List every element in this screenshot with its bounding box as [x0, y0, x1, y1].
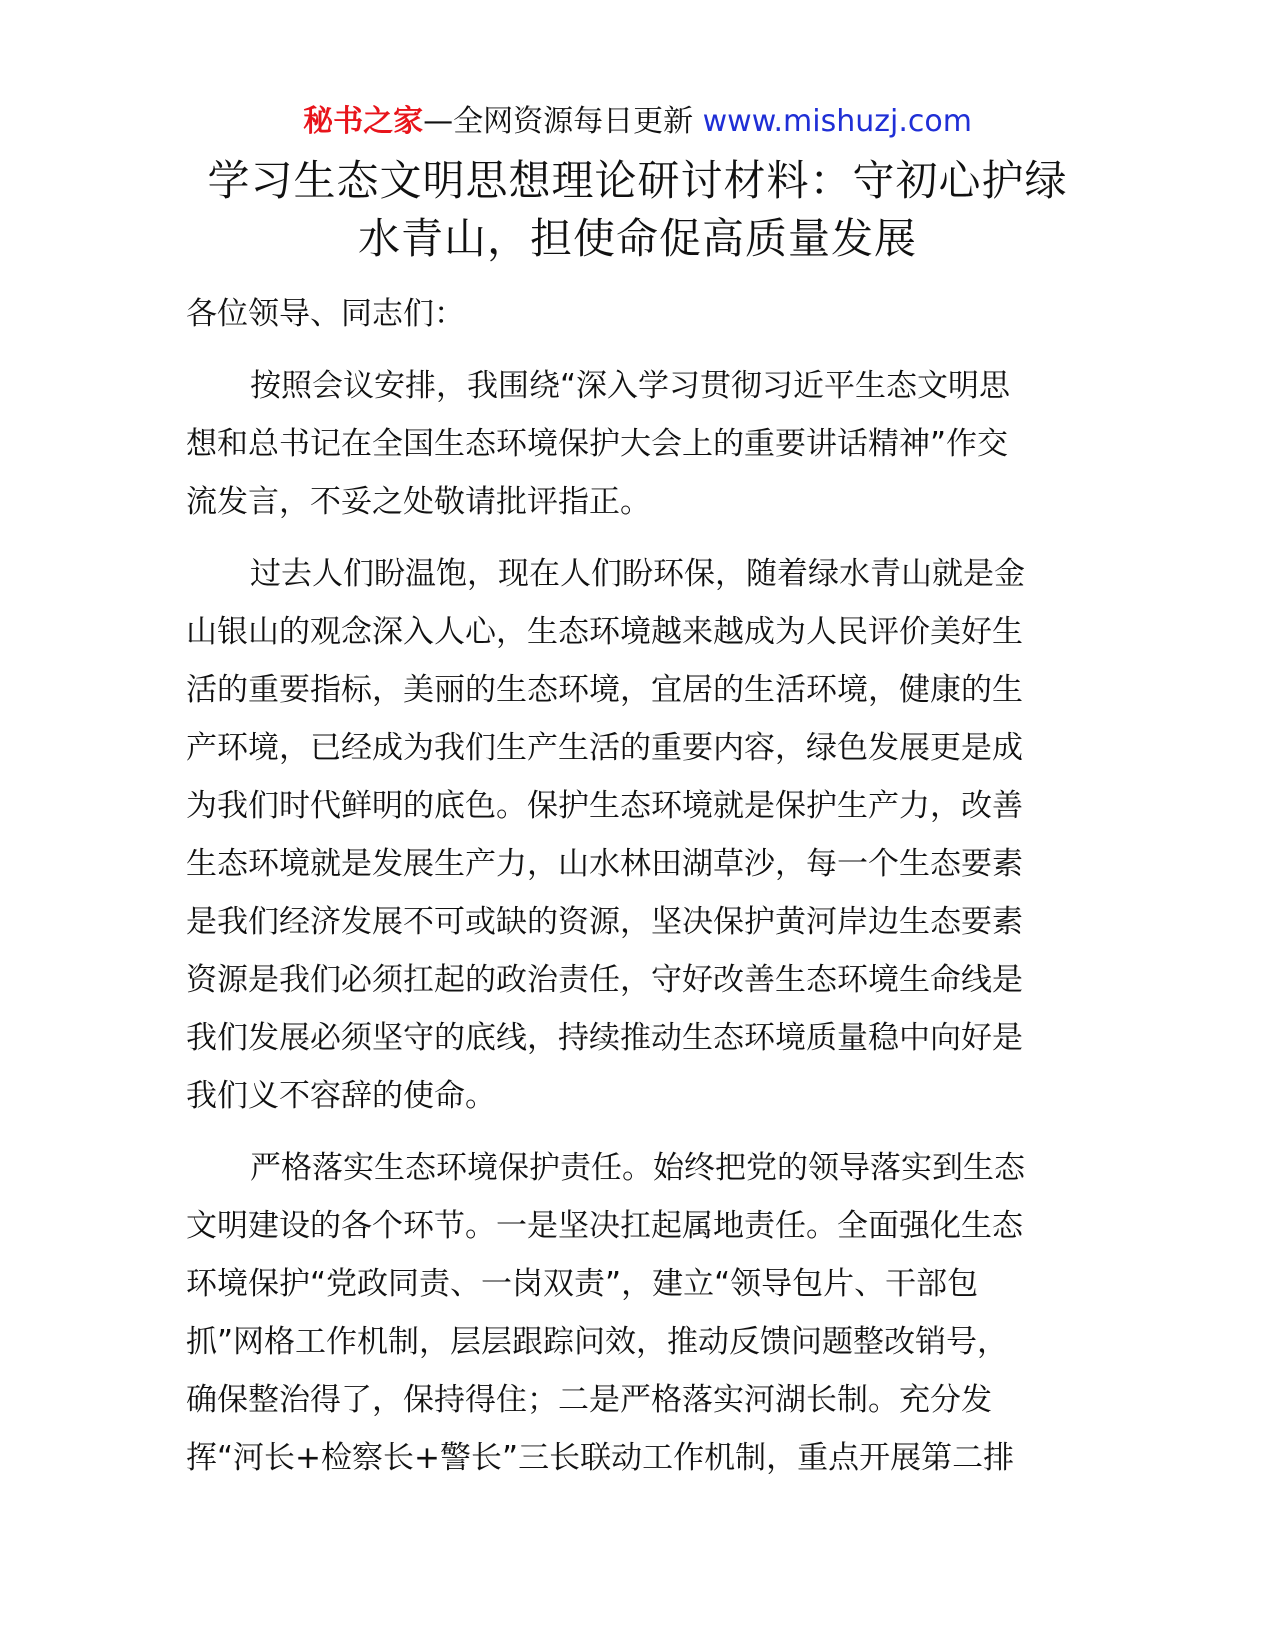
site-brand: 秘书之家: [303, 104, 424, 139]
paragraph-line: 我们发展必须坚守的底线，持续推动生态环境质量稳中向好是: [186, 1020, 1023, 1056]
paragraph-line: 严格落实生态环境保护责任。始终把党的领导落实到生态: [250, 1150, 1025, 1186]
paragraph: [186, 545, 1086, 1125]
paragraph-line: 文明建设的各个环节。一是坚决扛起属地责任。全面强化生态: [186, 1208, 1023, 1244]
paragraph-line: 为我们时代鲜明的底色。保护生态环境就是保护生产力，改善: [186, 788, 1023, 824]
salutation: 各位领导、同志们：: [186, 296, 465, 332]
paragraph-line: 环境保护“党政同责、一岗双责”，建立“领导包片、干部包: [186, 1266, 979, 1302]
paragraph-line: 按照会议安排，我围绕“深入学习贯彻习近平生态文明思: [250, 368, 1011, 404]
title-line: 水青山，担使命促高质量发展: [357, 214, 917, 263]
paragraph-line: 抓”网格工作机制，层层跟踪问效，推动反馈问题整改销号，: [186, 1324, 1009, 1360]
site-tagline: —全网资源每日更新: [423, 104, 694, 139]
paragraph: [186, 357, 1086, 531]
title-line: 学习生态文明思想理论研讨材料：守初心护绿: [207, 156, 1068, 205]
paragraph-line: 过去人们盼温饱，现在人们盼环保，随着绿水青山就是金: [250, 556, 1025, 592]
paragraph-line: 想和总书记在全国生态环境保护大会上的重要讲话精神”作交: [186, 426, 1009, 462]
paragraph-line: 是我们经济发展不可或缺的资源，坚决保护黄河岸边生态要素: [186, 904, 1023, 940]
paragraph-line: 活的重要指标，美丽的生态环境，宜居的生活环境，健康的生: [186, 672, 1023, 708]
paragraph-line: 资源是我们必须扛起的政治责任，守好改善生态环境生命线是: [186, 962, 1023, 998]
paragraph: [186, 1139, 1086, 1487]
document-body: [186, 285, 1086, 1501]
paragraph-line: 生态环境就是发展生产力，山水林田湖草沙，每一个生态要素: [186, 846, 1023, 882]
paragraph-line: 我们义不容辞的使命。: [186, 1078, 496, 1114]
paragraph-line: 确保整治得了，保持得住；二是严格落实河湖长制。充分发: [186, 1382, 992, 1418]
paragraph-line: 产环境，已经成为我们生产生活的重要内容，绿色发展更是成: [186, 730, 1023, 766]
paragraph-line: 流发言，不妥之处敬请批评指正。: [186, 484, 651, 520]
site-url-link[interactable]: www.mishuzj.com: [702, 104, 972, 139]
paragraph-line: 挥“河长+检察长+警长”三长联动工作机制，重点开展第二排: [186, 1440, 1015, 1476]
document-title: [150, 152, 1125, 268]
site-header: [0, 100, 1275, 144]
paragraph-line: 山银山的观念深入人心，生态环境越来越成为人民评价美好生: [186, 614, 1023, 650]
